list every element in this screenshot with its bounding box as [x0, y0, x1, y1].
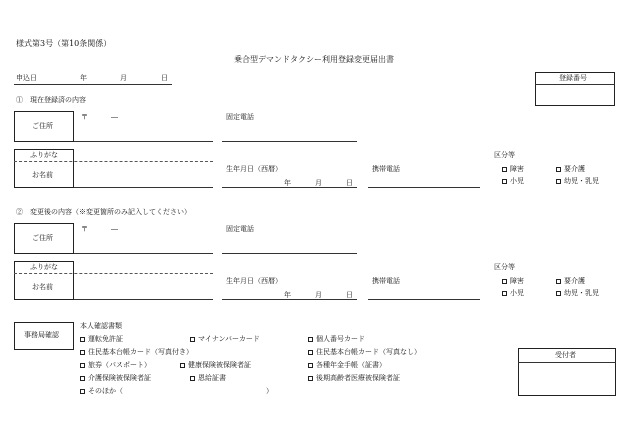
checkbox-icon	[556, 279, 561, 284]
section1-address-field[interactable]	[74, 141, 213, 142]
id-doc-individual-number-card[interactable]: 個人番号カード	[308, 336, 365, 343]
section1-birth-month: 月	[315, 179, 322, 187]
checkbox-icon	[180, 363, 185, 368]
section2-birth-day: 日	[346, 291, 353, 299]
checkbox-icon	[308, 376, 313, 381]
id-doc-care-insurance[interactable]: 介護保険被保険者証	[80, 375, 151, 382]
section2-landline-label: 固定電話	[226, 225, 254, 233]
checkbox-icon	[556, 179, 561, 184]
checkbox-icon	[80, 376, 85, 381]
id-doc-pension-certificate[interactable]: 恩給証書	[190, 375, 226, 382]
section2-furigana-divider	[14, 273, 213, 274]
form-code: 様式第3号（第10条関係）	[16, 39, 112, 48]
section1-title: ① 現在登録済の内容	[16, 96, 86, 104]
checkbox-icon	[190, 376, 195, 381]
section1-postal-mark: 〒	[81, 113, 88, 121]
checkbox-icon	[556, 167, 561, 172]
section2-cat-child[interactable]: 小児	[502, 290, 524, 297]
section2-title: ② 変更後の内容（※変更箇所のみ記入してください）	[16, 208, 191, 216]
checkbox-icon	[502, 279, 507, 284]
id-doc-health-insurance[interactable]: 健康保険被保険者証	[180, 362, 251, 369]
receiver-divider	[518, 362, 616, 363]
id-doc-other-close: ）	[266, 387, 273, 395]
section1-landline-label: 固定電話	[226, 113, 254, 121]
section2-postal-mark: 〒	[81, 225, 88, 233]
checkbox-icon	[502, 179, 507, 184]
id-doc-juki-card-nophoto[interactable]: 住民基本台帳カード（写真なし）	[308, 349, 421, 356]
section2-mobile-field[interactable]	[368, 299, 480, 300]
section2-cat-infant[interactable]: 幼児・乳児	[556, 290, 599, 297]
id-doc-elderly-medical[interactable]: 後期高齢者医療被保険者証	[308, 375, 400, 382]
office-check-label: 事務局確認	[24, 331, 59, 339]
section1-name-field[interactable]	[74, 187, 213, 188]
section1-landline-field[interactable]	[222, 141, 357, 142]
application-date-year: 年	[80, 74, 87, 82]
checkbox-icon	[308, 350, 313, 355]
section2-address-label: ご住所	[32, 234, 53, 242]
section1-cat-child[interactable]: 小児	[502, 178, 524, 185]
section1-address-label: ご住所	[32, 122, 53, 130]
id-docs-title: 本人確認書類	[80, 322, 122, 330]
id-doc-pension-book[interactable]: 各種年金手帳（証書）	[308, 362, 386, 369]
section1-mobile-field[interactable]	[368, 187, 480, 188]
form-title: 乗合型デマンドタクシー利用登録変更届出書	[234, 55, 394, 64]
application-date-day: 日	[161, 74, 168, 82]
checkbox-icon	[80, 337, 85, 342]
checkbox-icon	[80, 350, 85, 355]
checkbox-icon	[80, 363, 85, 368]
application-date-label: 申込日	[16, 74, 37, 82]
checkbox-icon	[190, 337, 195, 342]
section2-birthdate-field[interactable]	[222, 299, 357, 300]
section1-cat-care[interactable]: 要介護	[556, 166, 585, 173]
section1-birth-day: 日	[346, 179, 353, 187]
application-date-underline	[14, 84, 172, 85]
section1-furigana-label: ふりがな	[30, 151, 58, 159]
section1-cat-disabled[interactable]: 障害	[502, 166, 524, 173]
section2-name-label: お名前	[32, 283, 53, 291]
section1-name-label: お名前	[32, 171, 53, 179]
section1-birth-year: 年	[284, 179, 291, 187]
section1-mobile-label: 携帯電話	[372, 165, 400, 173]
section2-name-field[interactable]	[74, 299, 213, 300]
checkbox-icon	[308, 337, 313, 342]
section1-postal-dash: ―	[111, 113, 118, 121]
section2-category-label: 区分等	[494, 263, 515, 271]
registration-number-divider	[535, 84, 615, 85]
checkbox-icon	[556, 291, 561, 296]
section2-cat-care[interactable]: 要介護	[556, 278, 585, 285]
application-date-month: 月	[120, 74, 127, 82]
id-doc-juki-card-photo[interactable]: 住民基本台帳カード（写真付き）	[80, 349, 193, 356]
section1-birthdate-field[interactable]	[222, 187, 357, 188]
id-doc-other[interactable]: そのほか（	[80, 388, 123, 395]
checkbox-icon	[502, 167, 507, 172]
section2-birth-year: 年	[284, 291, 291, 299]
section2-furigana-label: ふりがな	[30, 263, 58, 271]
id-doc-passport[interactable]: 旅券（パスポート）	[80, 362, 151, 369]
section2-postal-dash: ―	[111, 225, 118, 233]
checkbox-icon	[80, 389, 85, 394]
section2-cat-disabled[interactable]: 障害	[502, 278, 524, 285]
checkbox-icon	[502, 291, 507, 296]
id-doc-mynumber-card[interactable]: マイナンバーカード	[190, 336, 260, 343]
section2-address-field[interactable]	[74, 253, 213, 254]
section2-landline-field[interactable]	[222, 253, 357, 254]
section2-birthdate-label: 生年月日（西暦）	[226, 277, 282, 285]
checkbox-icon	[308, 363, 313, 368]
section1-category-label: 区分等	[494, 151, 515, 159]
registration-number-label: 登録番号	[559, 74, 587, 82]
section1-cat-infant[interactable]: 幼児・乳児	[556, 178, 599, 185]
section2-birth-month: 月	[315, 291, 322, 299]
id-doc-drivers-license[interactable]: 運転免許証	[80, 336, 123, 343]
section2-mobile-label: 携帯電話	[372, 277, 400, 285]
section1-furigana-divider	[14, 161, 213, 162]
section1-birthdate-label: 生年月日（西暦）	[226, 165, 282, 173]
receiver-label: 受付者	[555, 351, 576, 359]
